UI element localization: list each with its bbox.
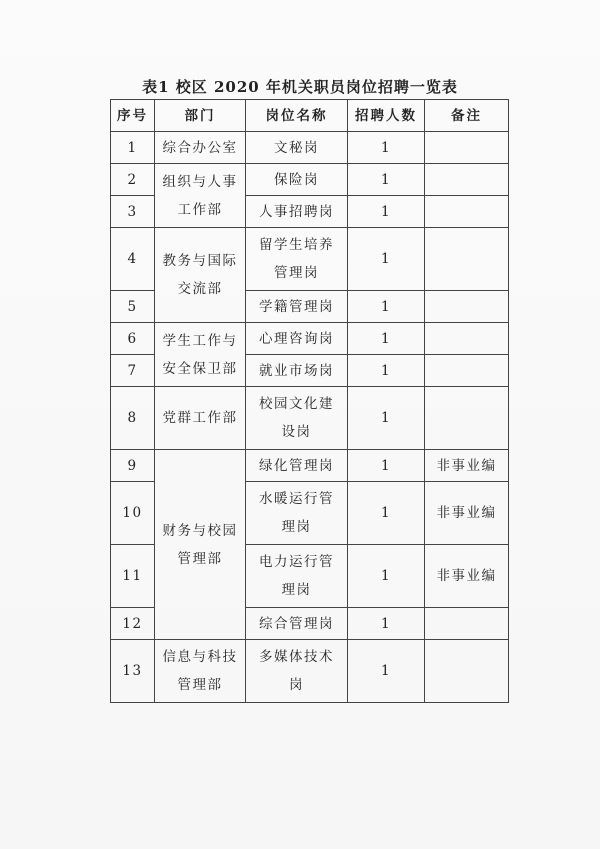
cell-index: 13: [111, 640, 155, 703]
cell-position: 电力运行管理岗: [246, 545, 348, 608]
header-dept: 部门: [155, 100, 246, 132]
cell-count: 1: [348, 291, 425, 323]
cell-count: 1: [348, 196, 425, 228]
cell-count: 1: [348, 640, 425, 703]
cell-index: 12: [111, 608, 155, 640]
cell-index: 6: [111, 323, 155, 355]
cell-position: 保险岗: [246, 164, 348, 196]
cell-dept: 综合办公室: [155, 132, 246, 164]
cell-position: 就业市场岗: [246, 355, 348, 387]
cell-dept: 组织与人事工作部: [155, 164, 246, 228]
cell-note: [425, 291, 509, 323]
cell-position: 综合管理岗: [246, 608, 348, 640]
cell-count: 1: [348, 608, 425, 640]
cell-count: 1: [348, 387, 425, 450]
cell-count: 1: [348, 482, 425, 545]
cell-note: 非事业编: [425, 545, 509, 608]
table-row: [111, 164, 509, 196]
cell-index: 7: [111, 355, 155, 387]
recruitment-table: [110, 99, 509, 703]
cell-position: 校园文化建设岗: [246, 387, 348, 450]
cell-count: 1: [348, 164, 425, 196]
cell-index: 4: [111, 228, 155, 291]
cell-count: 1: [348, 450, 425, 482]
cell-position: 多媒体技术岗: [246, 640, 348, 703]
table-row: [111, 387, 509, 450]
cell-dept: 教务与国际交流部: [155, 228, 246, 323]
cell-note: [425, 355, 509, 387]
cell-index: 1: [111, 132, 155, 164]
cell-index: 3: [111, 196, 155, 228]
cell-note: [425, 608, 509, 640]
cell-dept: 财务与校园管理部: [155, 450, 246, 640]
cell-note: [425, 323, 509, 355]
cell-position: 学籍管理岗: [246, 291, 348, 323]
table-row: [111, 640, 509, 703]
table-header-row: [111, 100, 509, 132]
cell-dept: 学生工作与安全保卫部: [155, 323, 246, 387]
cell-note: [425, 640, 509, 703]
cell-position: 绿化管理岗: [246, 450, 348, 482]
cell-dept: 党群工作部: [155, 387, 246, 450]
cell-index: 11: [111, 545, 155, 608]
table-row: [111, 228, 509, 291]
cell-position: 留学生培养管理岗: [246, 228, 348, 291]
cell-note: [425, 228, 509, 291]
cell-note: [425, 196, 509, 228]
cell-position: 文秘岗: [246, 132, 348, 164]
table-row: [111, 323, 509, 355]
cell-note: [425, 132, 509, 164]
cell-count: 1: [348, 132, 425, 164]
header-index: 序号: [111, 100, 155, 132]
cell-count: 1: [348, 545, 425, 608]
table-row: [111, 450, 509, 482]
header-position: 岗位名称: [246, 100, 348, 132]
cell-count: 1: [348, 323, 425, 355]
cell-index: 5: [111, 291, 155, 323]
cell-count: 1: [348, 355, 425, 387]
cell-note: [425, 387, 509, 450]
cell-note: [425, 164, 509, 196]
cell-note: 非事业编: [425, 450, 509, 482]
header-note: 备注: [425, 100, 509, 132]
cell-position: 心理咨询岗: [246, 323, 348, 355]
cell-note: 非事业编: [425, 482, 509, 545]
cell-position: 水暖运行管理岗: [246, 482, 348, 545]
header-count: 招聘人数: [348, 100, 425, 132]
table-row: [111, 132, 509, 164]
cell-position: 人事招聘岗: [246, 196, 348, 228]
cell-index: 10: [111, 482, 155, 545]
table-caption: 表1 校区 2020 年机关职员岗位招聘一览表: [142, 78, 458, 96]
cell-dept: 信息与科技管理部: [155, 640, 246, 703]
cell-count: 1: [348, 228, 425, 291]
cell-index: 2: [111, 164, 155, 196]
cell-index: 8: [111, 387, 155, 450]
cell-index: 9: [111, 450, 155, 482]
